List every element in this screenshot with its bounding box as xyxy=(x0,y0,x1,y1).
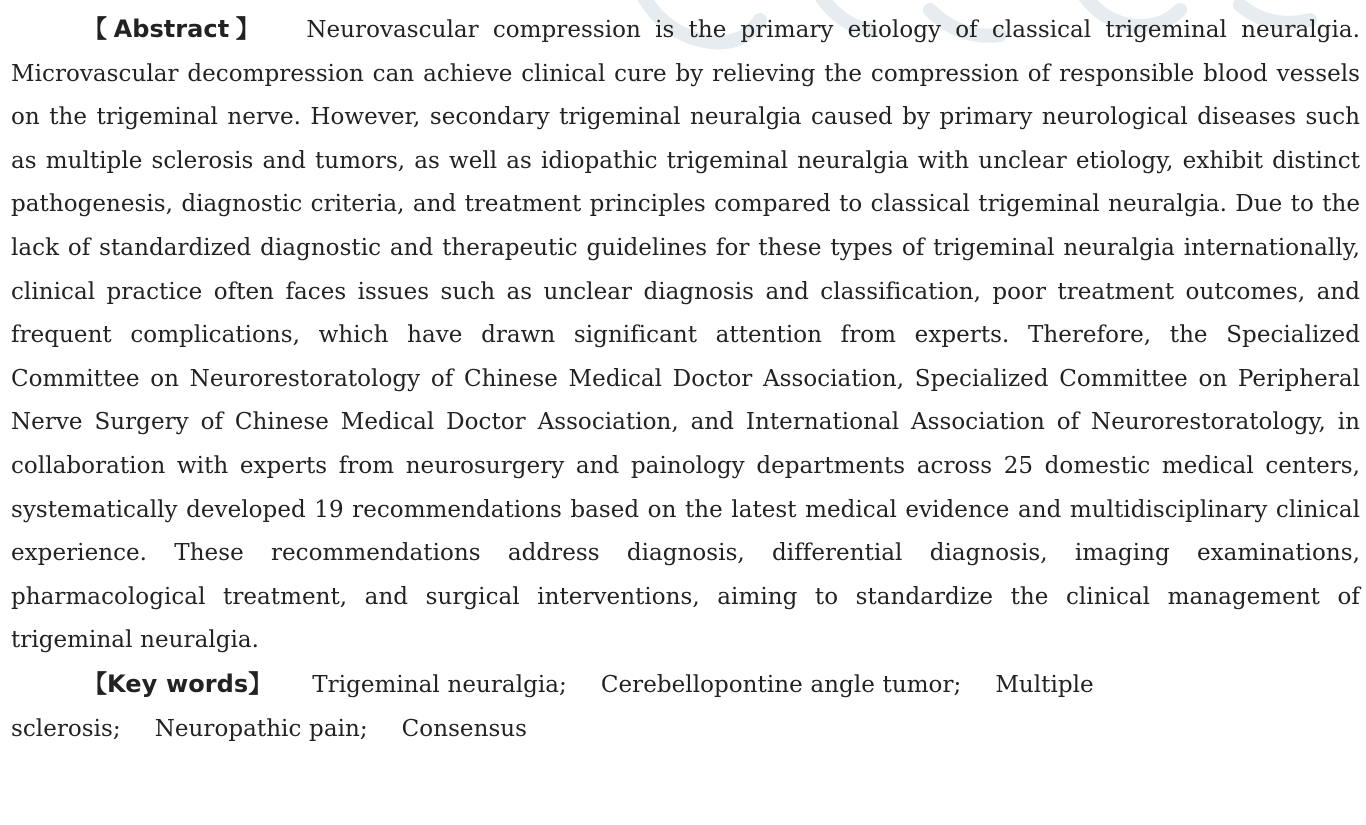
abstract-text: Neurovascular compression is the primary etiology of classical trigeminal neuralgia. Microvascular decompression can achieve clinical cure by relieving the compression of responsible blood vessels on the trigeminal nerve. However, secondary trigeminal neuralgia caused by primary neurological diseases such as multiple sclerosis and tumors, as well as idiopathic trigeminal neuralgia with unclear etiology, exhibit distinct pathogenesis, diagnostic criteria, and treatment principles compared to classical trigeminal neuralgia. Due to the lack of standardized diagnostic and therapeutic guidelines for these types of trigeminal neuralgia internationally, clinical practice often faces issues such as unclear diagnosis and classification, poor treatment outcomes, and frequent complications, which have drawn significant attention from experts. Therefore, the Specialized Committee on Neurorestoratology of Chinese Medical Doctor Association, Specialized Committee on Peripheral Nerve Surgery of Chinese Medical Doctor Association, and International Association of Neurorestoratology, in collaboration with experts from neurosurgery and painology departments across 25 domestic medical centers, systematically developed 19 recommendations based on the latest medical evidence and multidisciplinary clinical experience. These recommendations address diagnosis, differential diagnosis, imaging examinations, pharmacological treatment, and surgical interventions, aiming to standardize the clinical management of trigeminal neuralgia. xyxy=(11,17,1360,654)
abstract-label: 【Abstract】 xyxy=(83,15,267,43)
keyword-item: Multiple sclerosis; xyxy=(11,671,1094,742)
abstract-paragraph xyxy=(11,8,1360,663)
keyword-item: Cerebellopontine angle tumor; xyxy=(600,671,962,698)
keyword-item: Consensus xyxy=(401,715,528,742)
keyword-item: Trigeminal neuralgia; xyxy=(312,671,567,698)
keyword-item: Neuropathic pain; xyxy=(154,715,368,742)
keywords-label: 【Key words】 xyxy=(83,669,273,698)
keywords-paragraph xyxy=(11,663,1360,751)
